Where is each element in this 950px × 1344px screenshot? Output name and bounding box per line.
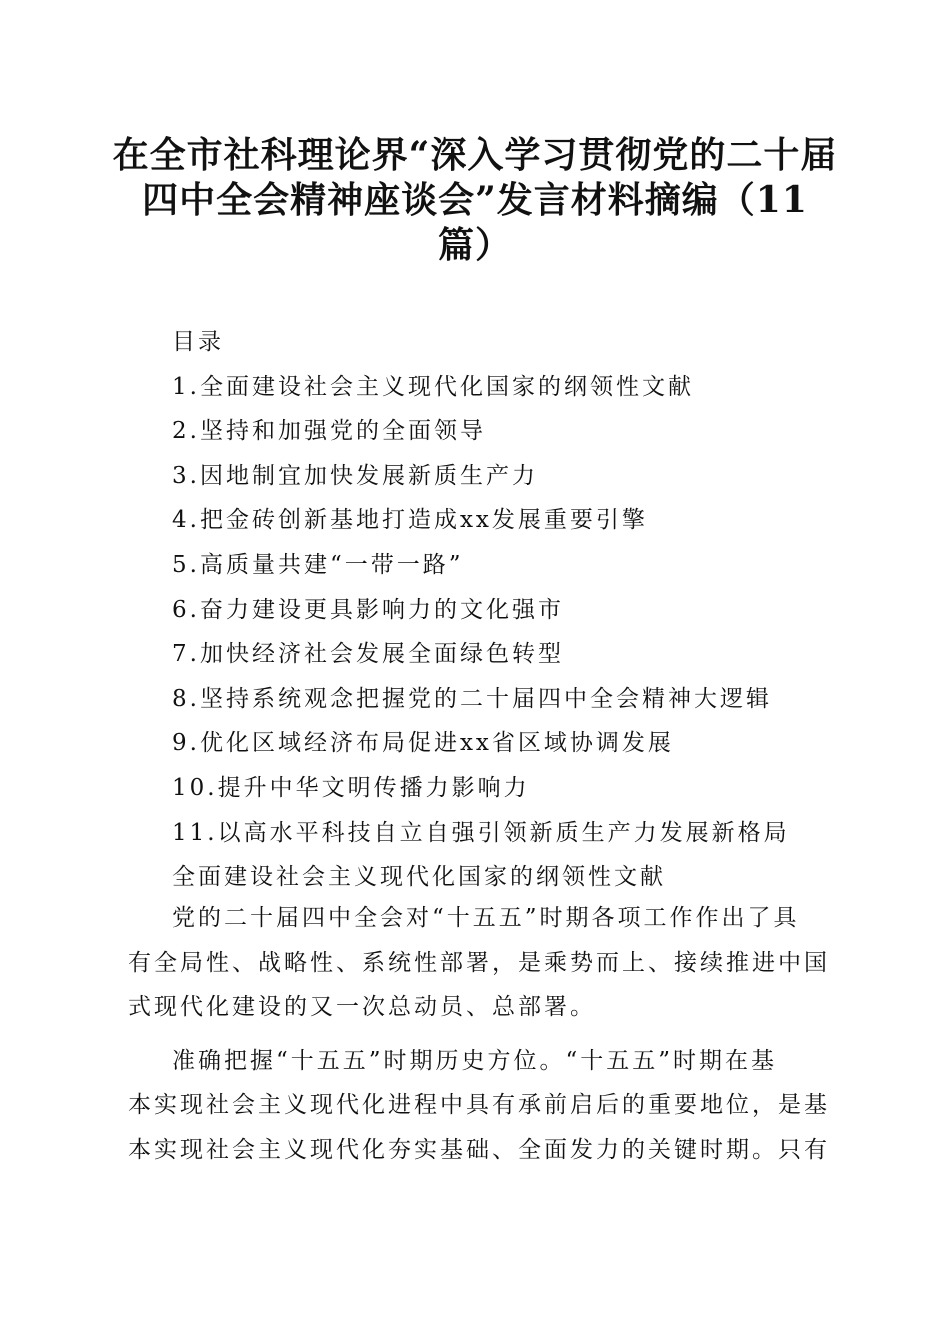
toc-item: 3.因地制宜加快发展新质生产力	[172, 462, 538, 489]
paragraph-line: 有全局性、战略性、系统性部署，是乘势而上、接续推进中国	[128, 949, 830, 976]
toc-item: 6.奋力建设更具影响力的文化强市	[172, 596, 564, 623]
paragraph-line: 准确把握“十五五”时期历史方位。“十五五”时期在基	[172, 1047, 778, 1074]
paragraph-line: 本实现社会主义现代化夯实基础、全面发力的关键时期。只有	[128, 1136, 830, 1163]
title-line: 在全市社科理论界“深入学习贯彻党的二十届	[112, 134, 838, 176]
toc-item: 8.坚持系统观念把握党的二十届四中全会精神大逻辑	[172, 685, 772, 712]
paragraph-line: 党的二十届四中全会对“十五五”时期各项工作作出了具	[172, 905, 800, 931]
toc-item: 11.以高水平科技自立自强引领新质生产力发展新格局	[172, 819, 790, 846]
section-heading: 全面建设社会主义现代化国家的纲领性文献	[172, 864, 666, 891]
paragraph	[128, 896, 828, 1030]
toc-heading: 目录	[172, 329, 224, 355]
toc-item: 7.加快经济社会发展全面绿色转型	[172, 641, 564, 668]
title-line: 四中全会精神座谈会”发言材料摘编（11	[142, 179, 808, 221]
paragraph	[128, 1039, 828, 1173]
toc-item: 2.坚持和加强党的全面领导	[172, 418, 486, 445]
paragraph-line: 本实现社会主义现代化进程中具有承前启后的重要地位，是基	[128, 1092, 830, 1119]
toc-item: 9.优化区域经济布局促进xx省区域协调发展	[172, 730, 674, 757]
paragraph-line: 式现代化建设的又一次总动员、总部署。	[128, 994, 596, 1021]
document-title	[100, 133, 850, 268]
toc-item: 5.高质量共建“一带一路”	[172, 551, 464, 578]
toc-item: 1.全面建设社会主义现代化国家的纲领性文献	[172, 373, 694, 400]
body-text	[128, 896, 828, 1182]
title-line: 篇）	[437, 224, 512, 266]
toc-item: 4.把金砖创新基地打造成xx发展重要引擎	[172, 507, 648, 534]
table-of-contents	[172, 320, 872, 900]
toc-item: 10.提升中华文明传播力影响力	[172, 774, 530, 801]
